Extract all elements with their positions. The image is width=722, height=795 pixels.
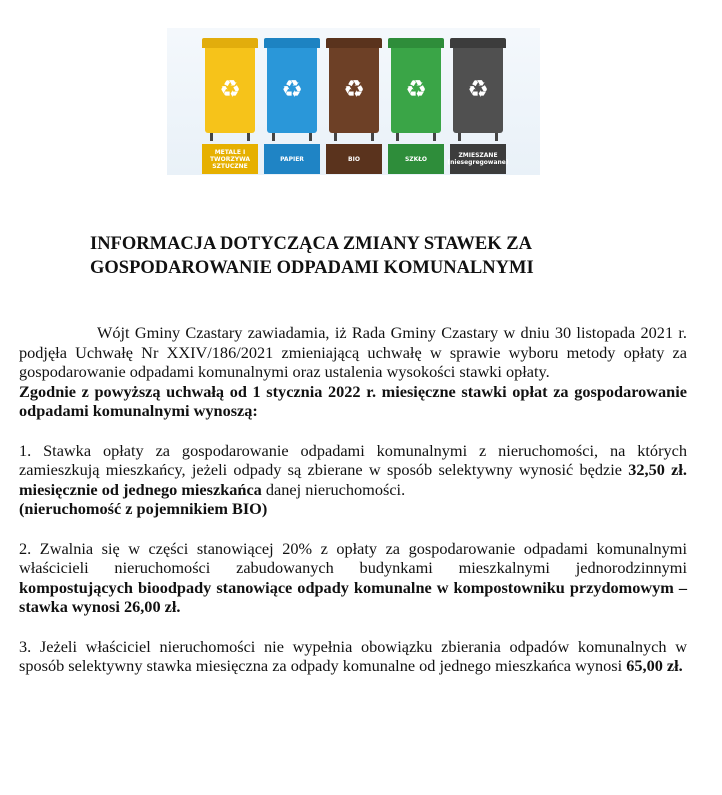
intro-paragraph xyxy=(19,323,687,382)
bin-label: BIO xyxy=(326,144,382,174)
document-title xyxy=(90,232,650,280)
rate-item-1 xyxy=(19,441,687,519)
recycle-icon: ♻ xyxy=(281,75,303,103)
lead-text: Zgodnie z powyższą uchwałą od 1 stycznia 2022 r. miesięczne stawki opłat za gospodarowanie odpadami komunalnymi wynoszą: xyxy=(19,381,687,421)
bin-label: METALE I TWORZYWA SZTUCZNE xyxy=(202,144,258,174)
intro-text: Wójt Gminy Czastary zawiadamia, iż Rada Gminy Czastary w dniu 30 listopada 2021 r. podjęła Uchwałę Nr XXIV/186/2021 zmieniającą uchwałę w sprawie wyboru metody opłaty za gospodarowanie odpadami komunalnymi oraz ustalenia wysokości stawki opłaty. xyxy=(19,323,687,382)
bin-glass xyxy=(388,38,444,166)
item1-note: (nieruchomość z pojemnikiem BIO) xyxy=(19,499,268,519)
bin-paper xyxy=(264,38,320,166)
bin-mixed xyxy=(447,38,509,166)
title-line-1: INFORMACJA DOTYCZĄCA ZMIANY STAWEK ZA xyxy=(90,234,532,254)
recycle-icon: ♻ xyxy=(219,75,241,103)
recycle-icon: ♻ xyxy=(467,75,489,103)
item1-rate: 32,50 zł. miesięcznie od jednego mieszkańca xyxy=(19,460,687,499)
lead-paragraph xyxy=(19,382,687,421)
item2-rate: kompostujących bioodpady stanowiące odpady komunalne w kompostowniku przydomowym – stawka wynosi 26,00 zł. xyxy=(19,577,687,617)
item3-rate: 65,00 zł. xyxy=(626,656,683,676)
item1-suffix: danej nieruchomości. xyxy=(261,479,406,499)
rate-item-2 xyxy=(19,539,687,617)
rate-item-3 xyxy=(19,637,687,676)
item3-text: 3. Jeżeli właściciel nieruchomości nie wypełnia obowiązku zbierania odpadów komunalnych w sposób selektywny stawka miesięczna za odpady komunalne od jednego mieszkańca wynosi xyxy=(19,636,687,676)
item2-text: 2. Zwalnia się w części stanowiącej 20% z opłaty za gospodarowanie odpadami komunalnymi właścicieli nieruchomości zabudowanych budynkami mieszkalnymi jednorodzinnymi xyxy=(19,538,687,578)
document-body xyxy=(19,323,687,676)
recycle-icon: ♻ xyxy=(343,75,365,103)
bin-label: SZKŁO xyxy=(388,144,444,174)
waste-bins-banner xyxy=(167,28,540,175)
recycle-icon: ♻ xyxy=(405,75,427,103)
bin-metal-plastic xyxy=(202,38,258,170)
bin-label: PAPIER xyxy=(264,144,320,174)
item1-text: 1. Stawka opłaty za gospodarowanie odpadami komunalnymi z nieruchomości, na których zamieszkują mieszkańcy, jeżeli odpady są zbierane w sposób selektywny wynosić będzie xyxy=(19,440,687,480)
title-line-2: GOSPODAROWANIE ODPADAMI KOMUNALNYMI xyxy=(90,258,534,278)
bin-label: ZMIESZANE (niesegregowane) xyxy=(450,144,506,174)
bin-bio xyxy=(326,38,382,166)
